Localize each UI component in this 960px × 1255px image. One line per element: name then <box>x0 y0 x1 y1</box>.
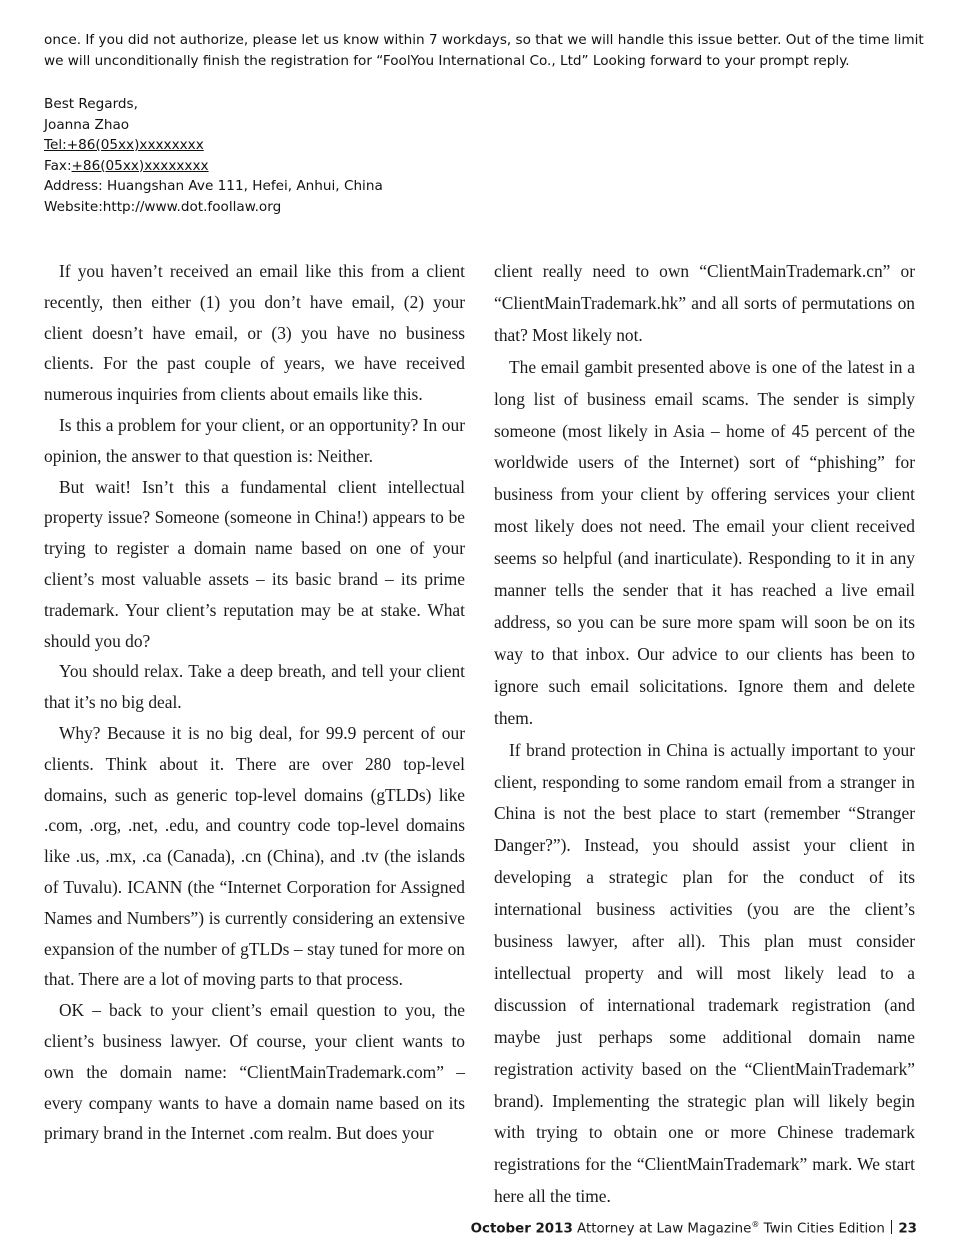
page-number: 23 <box>898 1221 917 1237</box>
quoted-email <box>44 30 924 217</box>
article-paragraph-continued: client really need to own “ClientMainTrademark.cn” or “ClientMainTrademark.hk” and all sorts of permutations on that? Most likely not. <box>494 261 915 345</box>
article-paragraph: The email gambit presented above is one of the latest in a long list of business email scams. The sender is simply someone (most likely in Asia – home of 45 percent of the worldwide users of the Internet) sort of “phishing” for business from your client by offering services your client most likely does not need. The email your client received seems so helpful (and inarticulate). Responding to it in any manner tells the sender that it has reached a live email address, so you can be sure more spam will soon be on its way to that inbox. Our advice to our clients has been to ignore such email solicitations. Ignore them and delete them. <box>494 356 915 728</box>
article-paragraph: Is this a problem for your client, or an opportunity? In our opinion, the answer to that question is: Neither. <box>44 414 465 466</box>
footer-divider <box>891 1220 893 1234</box>
email-sender-name: Joanna Zhao <box>44 116 130 133</box>
email-address: Address: Huangshan Ave 111, Hefei, Anhui, China <box>44 178 383 194</box>
email-closing: Best Regards, <box>44 96 138 112</box>
registered-mark: ® <box>751 1220 760 1229</box>
page-footer <box>471 1220 917 1236</box>
article-right-column <box>494 256 915 1213</box>
footer-date: October 2013 <box>470 1221 573 1237</box>
footer-magazine: Attorney at Law Magazine <box>577 1221 752 1237</box>
email-tel: Tel:+86(05xx)xxxxxxxx <box>44 137 204 153</box>
article-paragraph: OK – back to your client’s email question to you, the client’s business lawyer. Of course, your client wants to own the domain name: “ClientMainTrademark.com” – every company wants to have a domain name based on its primary brand in the Internet .com realm. But does your <box>44 1000 465 1144</box>
article-paragraph: But wait! Isn’t this a fundamental client intellectual property issue? Someone (someone in China!) appears to be trying to register a domain name based on one of your client’s most valuable assets – its basic brand – its prime trademark. Your client’s reputation may be at stake. What should you do? <box>44 476 465 651</box>
article-paragraph: If brand protection in China is actually important to your client, responding to some random email from a stranger in China is not the best place to start (remember “Stranger Danger?”). Instead, you should assist your client in developing a strategic plan for the conduct of its international business activities (you are the client’s business lawyer, after all). This plan must consider intellectual property and will most likely lead to a discussion of international trademark registration (and maybe just perhaps some additional domain name registration activity based on the “ClientMainTrademark” brand). Implementing the strategic plan will likely begin with trying to obtain one or more Chinese trademark registrations for the “ClientMainTrademark” mark. We start here all the time. <box>494 739 915 1207</box>
article-left-column <box>44 256 465 1149</box>
article-paragraph: You should relax. Take a deep breath, and tell your client that it’s no big deal. <box>44 661 465 713</box>
email-fax-label: Fax: <box>44 157 72 174</box>
article-paragraph: If you haven’t received an email like this from a client recently, then either (1) you don’t have email, (2) your client doesn’t have email, or (3) you have no business clients. For the past couple of years, we have received numerous inquiries from clients about emails like this. <box>44 261 465 405</box>
email-fax <box>44 156 924 177</box>
email-fax-number: +86(05xx)xxxxxxxx <box>71 157 209 174</box>
article-paragraph: Why? Because it is no big deal, for 99.9 percent of our clients. Think about it. There are over 280 top-level domains, such as generic top-level domains (gTLDs) like .com, .org, .net, .edu, and country code top-level domains like .us, .mx, .ca (Canada), .cn (China), and .tv (the islands of Tuvalu). ICANN (the “Internet Corporation for Assigned Names and Numbers”) is currently considering an extensive expansion of the number of gTLDs – stay tuned for more on that. There are a lot of moving parts to that process. <box>44 722 465 990</box>
footer-edition: Twin Cities Edition <box>763 1221 885 1237</box>
email-website: Website:http://www.dot.foollaw.org <box>44 198 282 215</box>
email-intro-text: once. If you did not authorize, please let us know within 7 workdays, so that we will handle this issue better. Out of the time limit we will unconditionally finish the registration for “FoolYou International Co., Ltd” Looking forward to your prompt reply. <box>44 32 924 69</box>
